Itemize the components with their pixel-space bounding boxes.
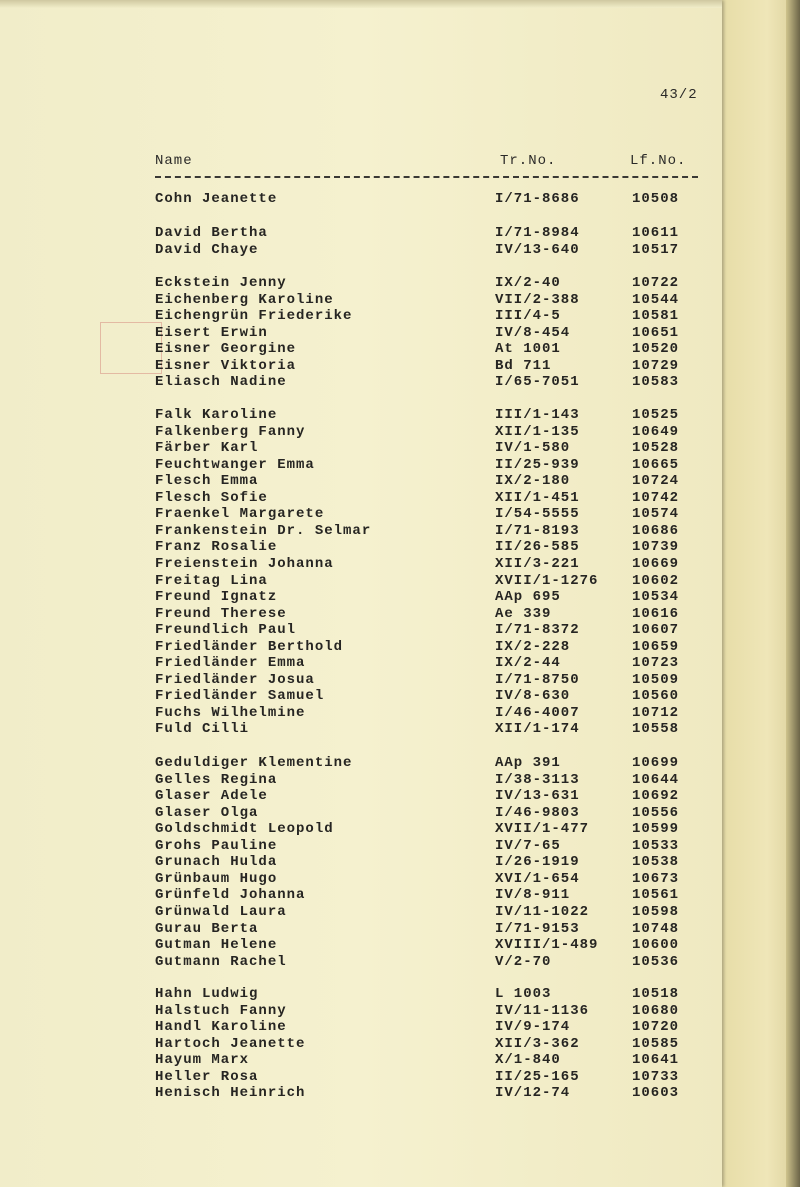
lf-number: 10534 bbox=[632, 589, 680, 606]
list-row bbox=[0, 655, 720, 671]
list-row bbox=[0, 639, 720, 655]
person-name: Eliasch Nadine bbox=[155, 374, 287, 391]
lf-number: 10692 bbox=[632, 788, 680, 805]
lf-number: 10544 bbox=[632, 291, 680, 308]
tr-number: III/4-5 bbox=[495, 308, 561, 325]
list-row bbox=[0, 871, 720, 887]
person-name: Fuchs Wilhelmine bbox=[155, 704, 306, 721]
list-row bbox=[0, 772, 720, 788]
tr-number: I/71-8193 bbox=[495, 522, 580, 539]
list-row bbox=[0, 705, 720, 721]
lf-number: 10723 bbox=[632, 655, 680, 672]
list-row bbox=[0, 821, 720, 837]
list-row bbox=[0, 1069, 720, 1085]
lf-number: 10748 bbox=[632, 920, 680, 937]
person-name: Hartoch Jeanette bbox=[155, 1035, 306, 1052]
tr-number: I/54-5555 bbox=[495, 506, 580, 523]
lf-number: 10558 bbox=[632, 721, 680, 738]
lf-number: 10724 bbox=[632, 473, 680, 490]
page-number: 43/2 bbox=[660, 87, 698, 103]
list-row bbox=[0, 490, 720, 506]
tr-number: I/71-8984 bbox=[495, 225, 580, 241]
list-row bbox=[0, 606, 720, 622]
tr-number: XII/3-221 bbox=[495, 555, 580, 572]
person-name: Hahn Ludwig bbox=[155, 986, 259, 1002]
tr-number: L 1003 bbox=[495, 986, 552, 1002]
list-row bbox=[0, 838, 720, 854]
person-name: Friedländer Josua bbox=[155, 671, 315, 688]
person-name: Freund Therese bbox=[155, 605, 287, 622]
tr-number: XII/1-174 bbox=[495, 721, 580, 738]
top-fold bbox=[0, 0, 722, 8]
back-sheet-edge bbox=[718, 0, 800, 1187]
person-name: Heller Rosa bbox=[155, 1068, 259, 1085]
paper-edge-shadow bbox=[786, 0, 800, 1187]
lf-number: 10712 bbox=[632, 704, 680, 721]
person-name: Gutmann Rachel bbox=[155, 953, 287, 970]
list-row bbox=[0, 589, 720, 605]
tr-number: I/38-3113 bbox=[495, 771, 580, 788]
tr-number: XVIII/1-489 bbox=[495, 937, 599, 954]
person-name: Gurau Berta bbox=[155, 920, 259, 937]
lf-number: 10581 bbox=[632, 308, 680, 325]
person-name: Franz Rosalie bbox=[155, 539, 278, 556]
list-row bbox=[0, 721, 720, 737]
person-name: Goldschmidt Leopold bbox=[155, 821, 334, 838]
list-row bbox=[0, 1052, 720, 1068]
lf-number: 10509 bbox=[632, 671, 680, 688]
list-row bbox=[0, 523, 720, 539]
person-name: Flesch Sofie bbox=[155, 489, 268, 506]
person-name: Eisner Viktoria bbox=[155, 357, 297, 374]
lf-number: 10659 bbox=[632, 638, 680, 655]
person-name: Eichengrün Friederike bbox=[155, 308, 353, 325]
tr-number: II/25-165 bbox=[495, 1068, 580, 1085]
lf-number: 10611 bbox=[632, 225, 680, 241]
list-row bbox=[0, 358, 720, 374]
lf-number: 10644 bbox=[632, 771, 680, 788]
person-name: Eckstein Jenny bbox=[155, 275, 287, 291]
tr-number: IX/2-40 bbox=[495, 275, 561, 291]
person-name: Frankenstein Dr. Selmar bbox=[155, 522, 372, 539]
list-row bbox=[0, 225, 720, 241]
column-header-name: Name bbox=[155, 153, 193, 169]
tr-number: I/71-8686 bbox=[495, 191, 580, 207]
list-row bbox=[0, 275, 720, 291]
person-name: Freundlich Paul bbox=[155, 622, 297, 639]
list-row bbox=[0, 308, 720, 324]
lf-number: 10556 bbox=[632, 804, 680, 821]
tr-number: II/26-585 bbox=[495, 539, 580, 556]
lf-number: 10585 bbox=[632, 1035, 680, 1052]
list-row bbox=[0, 457, 720, 473]
lf-number: 10533 bbox=[632, 837, 680, 854]
list-row bbox=[0, 622, 720, 638]
tr-number: IX/2-228 bbox=[495, 638, 571, 655]
list-row bbox=[0, 854, 720, 870]
lf-number: 10669 bbox=[632, 555, 680, 572]
lf-number: 10602 bbox=[632, 572, 680, 589]
list-row bbox=[0, 242, 720, 258]
tr-number: XVI/1-654 bbox=[495, 870, 580, 887]
tr-number: VII/2-388 bbox=[495, 291, 580, 308]
list-row bbox=[0, 374, 720, 390]
lf-number: 10641 bbox=[632, 1052, 680, 1069]
tr-number: AAp 695 bbox=[495, 589, 561, 606]
list-row bbox=[0, 473, 720, 489]
lf-number: 10583 bbox=[632, 374, 680, 391]
tr-number: IV/9-174 bbox=[495, 1019, 571, 1036]
lf-number: 10699 bbox=[632, 755, 680, 771]
lf-number: 10673 bbox=[632, 870, 680, 887]
list-row bbox=[0, 292, 720, 308]
tr-number: IV/11-1136 bbox=[495, 1002, 590, 1019]
list-row bbox=[0, 191, 720, 207]
lf-number: 10508 bbox=[632, 191, 680, 207]
person-name: Halstuch Fanny bbox=[155, 1002, 287, 1019]
person-name: Grünfeld Johanna bbox=[155, 887, 306, 904]
lf-number: 10720 bbox=[632, 1019, 680, 1036]
person-name: Fraenkel Margarete bbox=[155, 506, 325, 523]
person-name: Freitag Lina bbox=[155, 572, 268, 589]
lf-number: 10600 bbox=[632, 937, 680, 954]
tr-number: IV/1-580 bbox=[495, 440, 571, 457]
person-name: Grohs Pauline bbox=[155, 837, 278, 854]
tr-number: III/1-143 bbox=[495, 407, 580, 423]
person-name: Eisert Erwin bbox=[155, 324, 268, 341]
tr-number: AAp 391 bbox=[495, 755, 561, 771]
dashed-divider bbox=[155, 176, 698, 178]
lf-number: 10528 bbox=[632, 440, 680, 457]
person-name: Falkenberg Fanny bbox=[155, 423, 306, 440]
person-name: Geduldiger Klementine bbox=[155, 755, 353, 771]
list-row bbox=[0, 1019, 720, 1035]
list-row bbox=[0, 1003, 720, 1019]
list-row bbox=[0, 937, 720, 953]
list-row bbox=[0, 921, 720, 937]
tr-number: I/71-8750 bbox=[495, 671, 580, 688]
lf-number: 10686 bbox=[632, 522, 680, 539]
list-row bbox=[0, 755, 720, 771]
lf-number: 10538 bbox=[632, 854, 680, 871]
tr-number: XII/3-362 bbox=[495, 1035, 580, 1052]
list-row bbox=[0, 556, 720, 572]
lf-number: 10680 bbox=[632, 1002, 680, 1019]
lf-number: 10649 bbox=[632, 423, 680, 440]
list-row bbox=[0, 424, 720, 440]
lf-number: 10598 bbox=[632, 903, 680, 920]
lf-number: 10525 bbox=[632, 407, 680, 423]
lf-number: 10599 bbox=[632, 821, 680, 838]
tr-number: IV/8-911 bbox=[495, 887, 571, 904]
tr-number: IV/13-631 bbox=[495, 788, 580, 805]
lf-number: 10739 bbox=[632, 539, 680, 556]
tr-number: X/1-840 bbox=[495, 1052, 561, 1069]
lf-number: 10607 bbox=[632, 622, 680, 639]
person-name: Glaser Olga bbox=[155, 804, 259, 821]
column-header-lf-no: Lf.No. bbox=[630, 153, 687, 169]
list-row bbox=[0, 954, 720, 970]
person-name: David Chaye bbox=[155, 241, 259, 258]
person-name: Friedländer Emma bbox=[155, 655, 306, 672]
tr-number: IV/8-454 bbox=[495, 324, 571, 341]
tr-number: Ae 339 bbox=[495, 605, 552, 622]
tr-number: I/71-8372 bbox=[495, 622, 580, 639]
lf-number: 10651 bbox=[632, 324, 680, 341]
person-name: Gutman Helene bbox=[155, 937, 278, 954]
person-name: Friedländer Berthold bbox=[155, 638, 344, 655]
list-row bbox=[0, 688, 720, 704]
tr-number: At 1001 bbox=[495, 341, 561, 358]
tr-number: I/71-9153 bbox=[495, 920, 580, 937]
tr-number: IV/8-630 bbox=[495, 688, 571, 705]
lf-number: 10742 bbox=[632, 489, 680, 506]
list-row bbox=[0, 1036, 720, 1052]
lf-number: 10616 bbox=[632, 605, 680, 622]
lf-number: 10722 bbox=[632, 275, 680, 291]
person-name: Fuld Cilli bbox=[155, 721, 250, 738]
lf-number: 10518 bbox=[632, 986, 680, 1002]
tr-number: XVII/1-477 bbox=[495, 821, 590, 838]
list-row bbox=[0, 904, 720, 920]
lf-number: 10536 bbox=[632, 953, 680, 970]
list-row bbox=[0, 986, 720, 1002]
person-name: Grunach Hulda bbox=[155, 854, 278, 871]
tr-number: IV/13-640 bbox=[495, 241, 580, 258]
tr-number: IX/2-180 bbox=[495, 473, 571, 490]
person-name: Hayum Marx bbox=[155, 1052, 250, 1069]
tr-number: IX/2-44 bbox=[495, 655, 561, 672]
person-name: Friedländer Samuel bbox=[155, 688, 325, 705]
list-row bbox=[0, 440, 720, 456]
person-name: Grünwald Laura bbox=[155, 903, 287, 920]
person-name: David Bertha bbox=[155, 225, 268, 241]
lf-number: 10560 bbox=[632, 688, 680, 705]
person-name: Flesch Emma bbox=[155, 473, 259, 490]
person-name: Freund Ignatz bbox=[155, 589, 278, 606]
person-name: Eisner Georgine bbox=[155, 341, 297, 358]
lf-number: 10561 bbox=[632, 887, 680, 904]
person-name: Grünbaum Hugo bbox=[155, 870, 278, 887]
tr-number: I/26-1919 bbox=[495, 854, 580, 871]
lf-number: 10603 bbox=[632, 1085, 680, 1102]
list-row bbox=[0, 506, 720, 522]
list-row bbox=[0, 1085, 720, 1101]
list-row bbox=[0, 788, 720, 804]
lf-number: 10520 bbox=[632, 341, 680, 358]
tr-number: Bd 711 bbox=[495, 357, 552, 374]
lf-number: 10517 bbox=[632, 241, 680, 258]
list-row bbox=[0, 672, 720, 688]
person-name: Färber Karl bbox=[155, 440, 259, 457]
person-name: Freienstein Johanna bbox=[155, 555, 334, 572]
list-row bbox=[0, 539, 720, 555]
tr-number: IV/12-74 bbox=[495, 1085, 571, 1102]
list-row bbox=[0, 407, 720, 423]
tr-number: V/2-70 bbox=[495, 953, 552, 970]
list-row bbox=[0, 805, 720, 821]
lf-number: 10574 bbox=[632, 506, 680, 523]
person-name: Eichenberg Karoline bbox=[155, 291, 334, 308]
person-name: Feuchtwanger Emma bbox=[155, 456, 315, 473]
person-name: Cohn Jeanette bbox=[155, 191, 278, 207]
tr-number: IV/7-65 bbox=[495, 837, 561, 854]
person-name: Gelles Regina bbox=[155, 771, 278, 788]
tr-number: I/65-7051 bbox=[495, 374, 580, 391]
list-row bbox=[0, 325, 720, 341]
lf-number: 10665 bbox=[632, 456, 680, 473]
list-row bbox=[0, 887, 720, 903]
tr-number: XII/1-451 bbox=[495, 489, 580, 506]
person-name: Glaser Adele bbox=[155, 788, 268, 805]
column-header-tr-no: Tr.No. bbox=[500, 153, 557, 169]
person-name: Henisch Heinrich bbox=[155, 1085, 306, 1102]
tr-number: XVII/1-1276 bbox=[495, 572, 599, 589]
tr-number: I/46-4007 bbox=[495, 704, 580, 721]
list-row bbox=[0, 341, 720, 357]
tr-number: I/46-9803 bbox=[495, 804, 580, 821]
person-name: Falk Karoline bbox=[155, 407, 278, 423]
person-name: Handl Karoline bbox=[155, 1019, 287, 1036]
tr-number: IV/11-1022 bbox=[495, 903, 590, 920]
tr-number: XII/1-135 bbox=[495, 423, 580, 440]
lf-number: 10733 bbox=[632, 1068, 680, 1085]
tr-number: II/25-939 bbox=[495, 456, 580, 473]
list-row bbox=[0, 573, 720, 589]
lf-number: 10729 bbox=[632, 357, 680, 374]
